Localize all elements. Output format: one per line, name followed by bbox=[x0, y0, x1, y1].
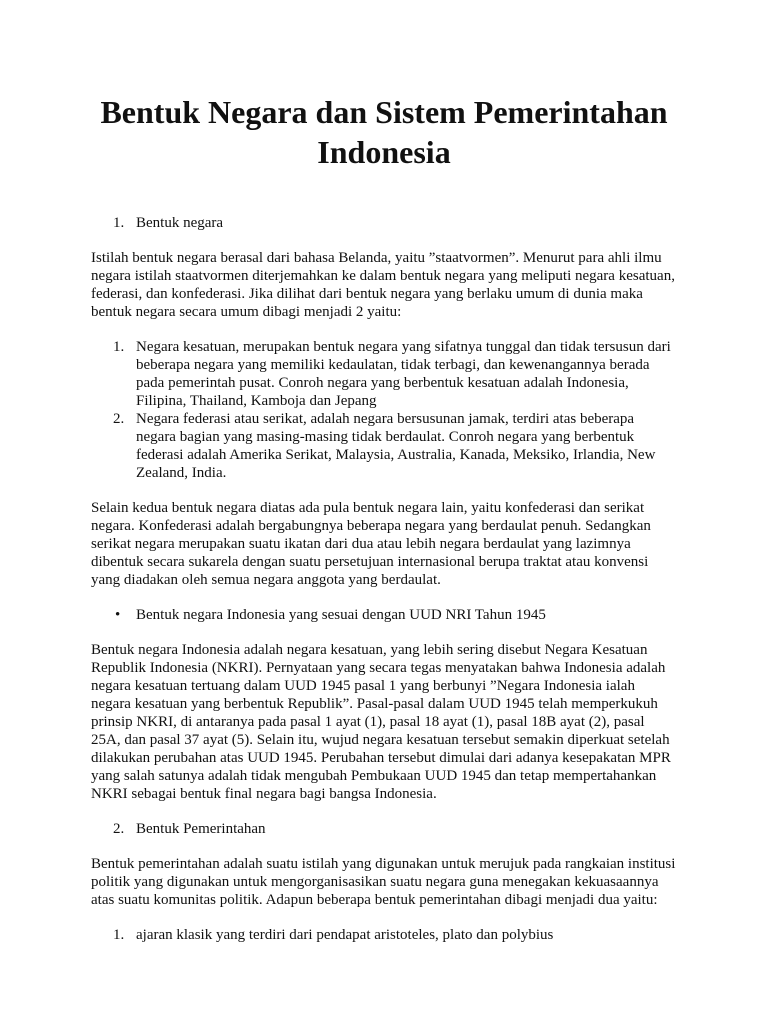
section-1 bbox=[91, 214, 677, 232]
list-number: 1. bbox=[113, 339, 125, 355]
list-number: 1. bbox=[113, 215, 125, 231]
list-item bbox=[91, 926, 677, 944]
section-heading-bentuk-pemerintahan bbox=[91, 820, 677, 838]
list-number: 2. bbox=[113, 821, 125, 837]
section-2 bbox=[91, 820, 677, 838]
section-heading-text: Bentuk Pemerintahan bbox=[136, 821, 266, 837]
paragraph-istilah: Istilah bentuk negara berasal dari bahasa Belanda, yaitu ”staatvormen”. Menurut para ahli ilmu negara istilah staatvormen diterjemahkan ke dalam bentuk negara yang meliputi negara kesatuan, federasi, dan konfederasi. Jika dilihat dari bentuk negara yang berlaku umum di dunia maka bentuk negara secara umum dibagi menjadi 2 yaitu: bbox=[91, 250, 675, 320]
section-heading-bentuk-negara bbox=[91, 214, 677, 232]
list-item-text: ajaran klasik yang terdiri dari pendapat aristoteles, plato dan polybius bbox=[136, 927, 554, 943]
bullet-item-text: Bentuk negara Indonesia yang sesuai dengan UUD NRI Tahun 1945 bbox=[136, 607, 546, 623]
list-item bbox=[91, 410, 677, 482]
bullet-item bbox=[91, 606, 677, 624]
document-title: Bentuk Negara dan Sistem Pemerintahan Indonesia bbox=[100, 94, 668, 170]
bullet-icon: • bbox=[115, 607, 121, 623]
list-item bbox=[91, 338, 677, 410]
section-heading-text: Bentuk negara bbox=[136, 215, 224, 231]
document-page bbox=[91, 92, 677, 944]
list-number: 1. bbox=[113, 927, 125, 943]
list-bentuk-pemerintahan bbox=[91, 926, 677, 944]
bullet-list bbox=[91, 606, 677, 624]
list-item-text: Negara federasi atau serikat, adalah negara bersusunan jamak, terdiri atas beberapa negara bagian yang masing-masing tidak berdaulat. Conroh negara yang berbentuk federasi adalah Amerika Serikat, Malaysia, Australia, Kanada, Meksiko, Irlandia, New Zealand, India. bbox=[136, 411, 656, 481]
paragraph-konfederasi: Selain kedua bentuk negara diatas ada pula bentuk negara lain, yaitu konfederasi dan serikat negara. Konfederasi adalah bergabungnya beberapa negara yang berdaulat penuh. Sedangkan serikat negara merupakan suatu ikatan dari dua atau lebih negara berdaulat yang lazimnya dibentuk secara sukarela dengan suatu persetujuan internasional berupa traktat atau konvensi yang diadakan oleh semua negara anggota yang berdaulat. bbox=[91, 500, 651, 588]
paragraph-bentuk-pemerintahan: Bentuk pemerintahan adalah suatu istilah yang digunakan untuk merujuk pada rangkaian institusi politik yang digunakan untuk mengorganisasikan suatu negara guna menegakan kekuasaannya atas suatu komunitas politik. Adapun beberapa bentuk pemerintahan dibagi menjadi dua yaitu: bbox=[91, 856, 676, 908]
paragraph-nkri: Bentuk negara Indonesia adalah negara kesatuan, yang lebih sering disebut Negara Kesatuan Republik Indonesia (NKRI). Pernyataan yang secara tegas menyatakan bahwa Indonesia adalah negara kesatuan tertuang dalam UUD 1945 pasal 1 yang berbunyi ”Negara Indonesia ialah negara kesatuan yang berbentuk Republik”. Pasal-pasal dalam UUD 1945 telah memperkukuh prinsip NKRI, di antaranya pada pasal 1 ayat (1), pasal 18 ayat (1), pasal 18B ayat (2), pasal 25A, dan pasal 37 ayat (5). Selain itu, wujud negara kesatuan tersebut semakin diperkuat setelah dilakukan perubahan atas UUD 1945. Perubahan tersebut dimulai dari adanya kesepakatan MPR yang salah satunya adalah tidak mengubah Pembukaan UUD 1945 dan tetap mempertahankan NKRI sebagai bentuk final negara bagi bangsa Indonesia. bbox=[91, 642, 671, 802]
list-item-text: Negara kesatuan, merupakan bentuk negara yang sifatnya tunggal dan tidak tersusun dari beberapa negara yang memiliki kedaulatan, tidak terbagi, dan kewenangannya berada pada pemerintah pusat. Conroh negara yang berbentuk kesatuan adalah Indonesia, Filipina, Thailand, Kamboja dan Jepang bbox=[136, 339, 671, 409]
list-number: 2. bbox=[113, 411, 125, 427]
list-bentuk-negara bbox=[91, 338, 677, 482]
